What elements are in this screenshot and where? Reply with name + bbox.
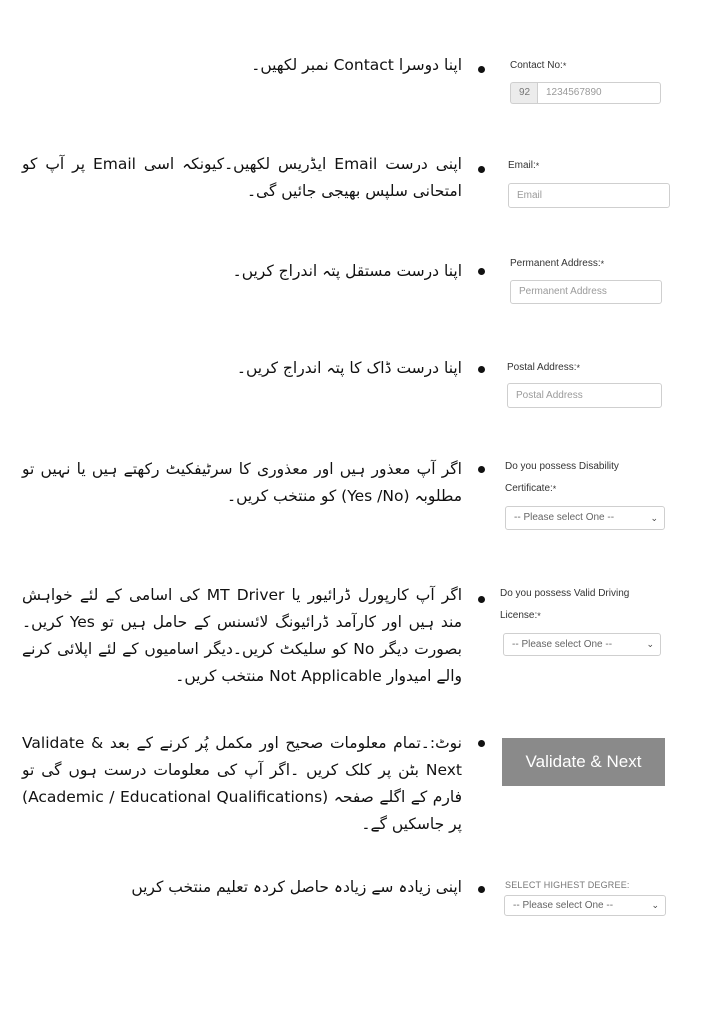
- instruction-text: اپنا درست ڈاک کا پتہ اندراج کریں۔: [236, 359, 462, 377]
- contact-number-input[interactable]: 1234567890: [537, 82, 661, 104]
- chevron-down-icon: ⌄: [651, 900, 659, 910]
- instruction-text: اپنا دوسرا Contact نمبر لکھیں۔: [251, 56, 462, 74]
- bullet-icon: [478, 740, 485, 747]
- instruction-text: اپنی زیادہ سے زیادہ حاصل کردہ تعلیم منتخب کریں: [131, 878, 462, 896]
- instruction-text: اگر آپ معذور ہیں اور معذوری کا سرٹیفکیٹ رکھتے ہیں یا نہیں تو مطلوبہ (Yes /No) کو منتخب کریں۔: [22, 460, 462, 505]
- chevron-down-icon: ⌄: [650, 513, 658, 523]
- field-label: SELECT HIGHEST DEGREE:: [505, 880, 630, 890]
- postal-address-input[interactable]: Postal Address: [507, 383, 662, 408]
- validate-next-button[interactable]: Validate & Next: [502, 738, 665, 786]
- field-label: Do you possess Disability Certificate:*: [505, 461, 619, 494]
- disability-select[interactable]: -- Please select One -- ⌄: [505, 506, 665, 530]
- field-label: Do you possess Valid Driving License:*: [500, 588, 630, 621]
- instruction-text: اگر آپ کارپورل ڈرائیور یا MT Driver کی اسامی کے لئے خواہش مند ہیں اور کارآمد ڈرائیونگ لائسنس کے حامل ہیں تو Yes کریں۔بصورت دیگر No کو سلیکٹ کریں۔دیگر اسامیوں کے لئے اپلائی کرنے والے امیدوار Not Applicable منتخب کریں۔: [22, 586, 463, 685]
- field-label: Contact No:*: [510, 60, 567, 71]
- bullet-icon: [478, 66, 485, 73]
- permanent-address-input[interactable]: Permanent Address: [510, 280, 662, 304]
- field-label: Postal Address:*: [507, 362, 580, 373]
- field-label: Permanent Address:*: [510, 258, 605, 269]
- bullet-icon: [478, 886, 485, 893]
- field-label: Email:*: [508, 160, 540, 171]
- country-code-prefix: 92: [510, 82, 538, 104]
- highest-degree-select[interactable]: -- Please select One -- ⌄: [504, 895, 666, 916]
- instruction-text: اپنا درست مستقل پتہ اندراج کریں۔: [232, 262, 462, 280]
- bullet-icon: [478, 366, 485, 373]
- note-text: نوٹ:۔تمام معلومات صحیح اور مکمل پُر کرنے کے بعد Validate & Next بٹن پر کلک کریں ۔اگر آپ کی معلومات درست ہوں گی تو فارم کے اگلے صفحہ (Academic / Educational Qualifications) پر جاسکیں گے۔: [22, 734, 462, 833]
- driving-license-select[interactable]: -- Please select One -- ⌄: [503, 633, 661, 656]
- instruction-text: اپنی درست Email ایڈریس لکھیں۔کیونکہ اسی Email پر آپ کو امتحانی سلپس بھیجی جائیں گی۔: [22, 155, 462, 200]
- bullet-icon: [478, 268, 485, 275]
- bullet-icon: [478, 596, 485, 603]
- email-input[interactable]: Email: [508, 183, 670, 208]
- chevron-down-icon: ⌄: [646, 639, 654, 649]
- bullet-icon: [478, 466, 485, 473]
- bullet-icon: [478, 166, 485, 173]
